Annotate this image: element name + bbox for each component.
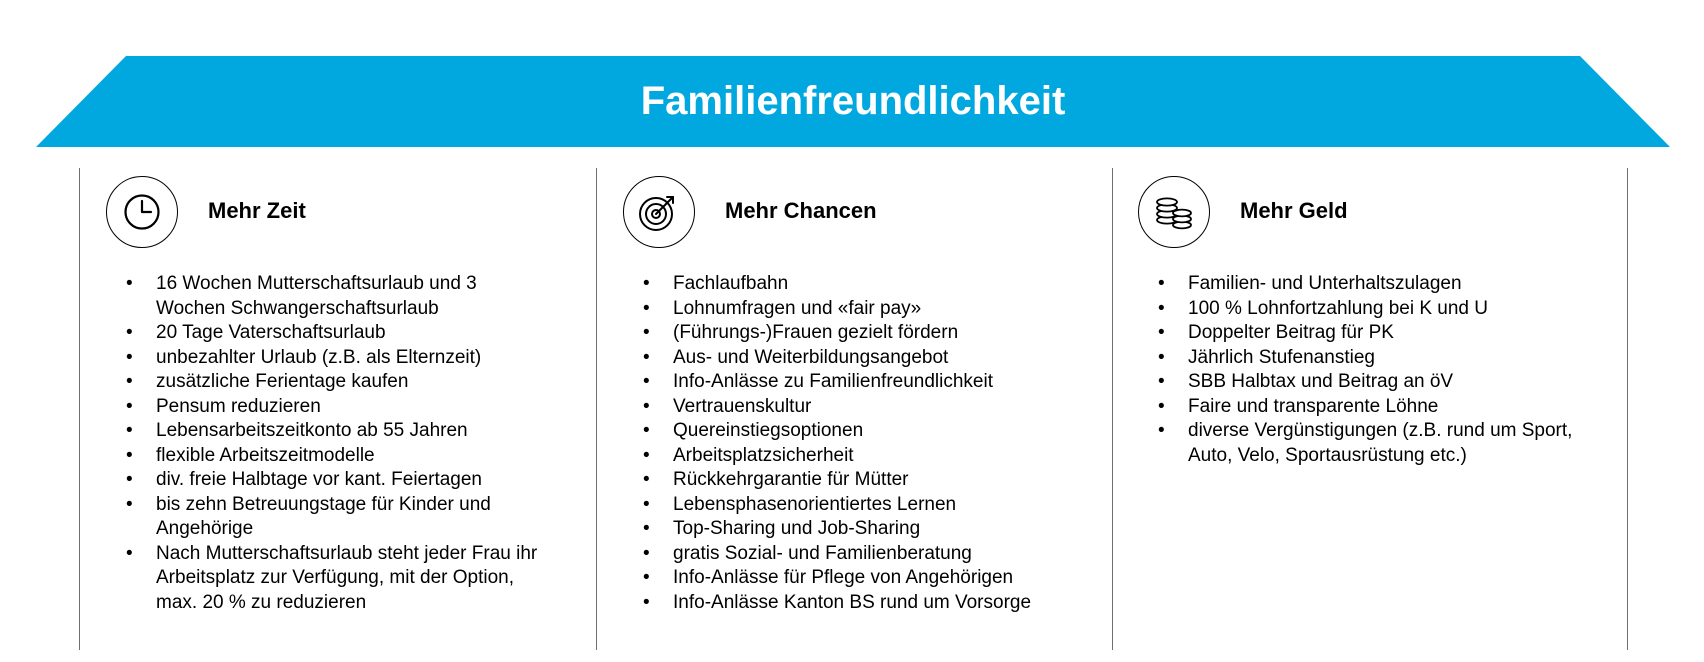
list-item: • Jährlich Stufenanstieg bbox=[1158, 346, 1578, 371]
list-item: • 100 % Lohnfortzahlung bei K und U bbox=[1158, 297, 1578, 322]
list-item: • Pensum reduzieren bbox=[126, 395, 546, 420]
list-item: • Lebensphasenorientiertes Lernen bbox=[643, 493, 1063, 518]
coins-icon bbox=[1138, 176, 1210, 248]
list-item: • Aus- und Weiterbildungsangebot bbox=[643, 346, 1063, 371]
list-item: • SBB Halbtax und Beitrag an öV bbox=[1158, 370, 1578, 395]
column-title: Mehr Zeit bbox=[208, 198, 306, 223]
roof-banner bbox=[36, 56, 1670, 147]
target-icon bbox=[623, 176, 695, 248]
list-item: • Top-Sharing und Job-Sharing bbox=[643, 517, 1063, 542]
benefit-list bbox=[1158, 272, 1578, 468]
pillar-right bbox=[1627, 168, 1628, 650]
list-item: • Nach Mutterschaftsurlaub steht jeder Frau ihr Arbeitsplatz zur Verfügung, mit der Option, max. 20 % zu reduzieren bbox=[126, 542, 546, 616]
list-item: • bis zehn Betreuungstage für Kinder und Angehörige bbox=[126, 493, 546, 542]
list-item: • Quereinstiegsoptionen bbox=[643, 419, 1063, 444]
list-item: • Info-Anlässe Kanton BS rund um Vorsorge bbox=[643, 591, 1063, 616]
column-title: Mehr Chancen bbox=[725, 198, 877, 223]
list-item: • Lohnumfragen und «fair pay» bbox=[643, 297, 1063, 322]
list-item: • Familien- und Unterhaltszulagen bbox=[1158, 272, 1578, 297]
list-item: • unbezahlter Urlaub (z.B. als Elternzeit) bbox=[126, 346, 546, 371]
list-item: • flexible Arbeitszeitmodelle bbox=[126, 444, 546, 469]
column-title: Mehr Geld bbox=[1240, 198, 1348, 223]
list-item: • Fachlaufbahn bbox=[643, 272, 1063, 297]
list-item: • Vertrauenskultur bbox=[643, 395, 1063, 420]
benefit-list bbox=[126, 272, 546, 615]
list-item: • gratis Sozial- und Familienberatung bbox=[643, 542, 1063, 567]
banner-title: Familienfreundlichkeit bbox=[640, 79, 1066, 123]
pillar-mid-left bbox=[596, 168, 597, 650]
list-item: • (Führungs-)Frauen gezielt fördern bbox=[643, 321, 1063, 346]
list-item: • zusätzliche Ferientage kaufen bbox=[126, 370, 546, 395]
pillar-mid-right bbox=[1112, 168, 1113, 650]
list-item: • 20 Tage Vaterschaftsurlaub bbox=[126, 321, 546, 346]
list-item: • Faire und transparente Löhne bbox=[1158, 395, 1578, 420]
clock-icon bbox=[106, 176, 178, 248]
list-item: • Doppelter Beitrag für PK bbox=[1158, 321, 1578, 346]
list-item: • Arbeitsplatzsicherheit bbox=[643, 444, 1063, 469]
pillar-left bbox=[79, 168, 80, 650]
list-item: • Info-Anlässe für Pflege von Angehörigen bbox=[643, 566, 1063, 591]
benefit-list bbox=[643, 272, 1063, 615]
list-item: • Info-Anlässe zu Familienfreundlichkeit bbox=[643, 370, 1063, 395]
list-item: • 16 Wochen Mutterschaftsurlaub und 3 Wochen Schwangerschaftsurlaub bbox=[126, 272, 546, 321]
list-item: • Rückkehrgarantie für Mütter bbox=[643, 468, 1063, 493]
list-item: • diverse Vergünstigungen (z.B. rund um Sport, Auto, Velo, Sportausrüstung etc.) bbox=[1158, 419, 1578, 468]
list-item: • div. freie Halbtage vor kant. Feiertagen bbox=[126, 468, 546, 493]
list-item: • Lebensarbeitszeitkonto ab 55 Jahren bbox=[126, 419, 546, 444]
